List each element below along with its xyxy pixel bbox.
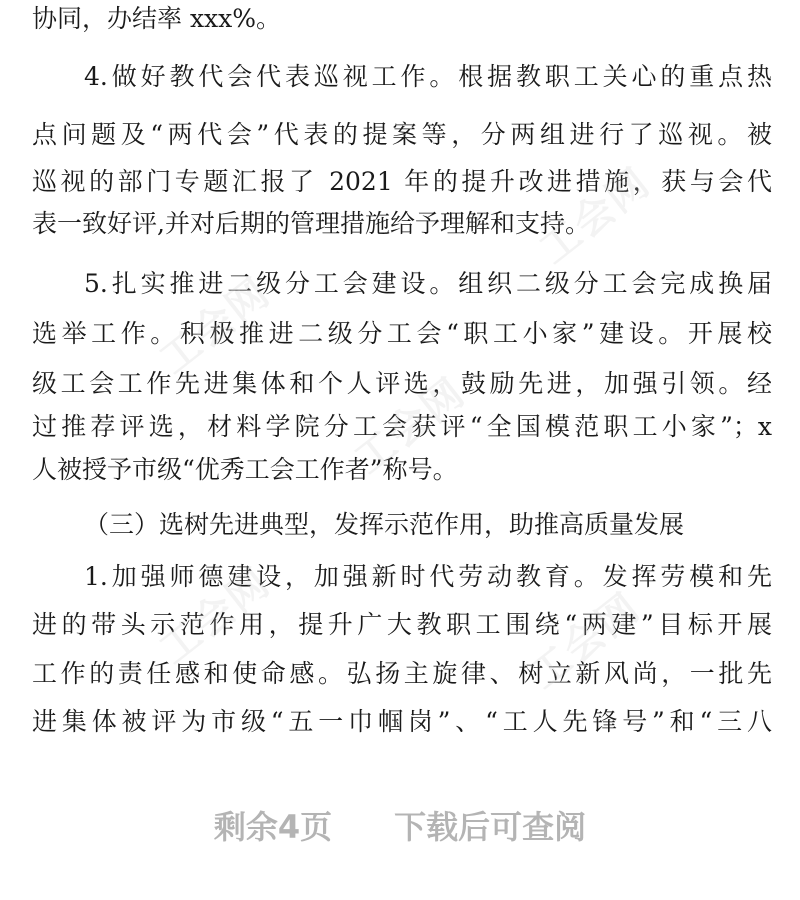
paragraph-line: 1.加强师德建设，加强新时代劳动教育。发挥劳模和先 bbox=[84, 562, 772, 591]
paragraph-line: 人被授予市级“优秀工会工作者”称号。 bbox=[32, 455, 458, 484]
download-to-view-label[interactable]: 下载后可查阅 bbox=[394, 808, 587, 846]
watermark: 工会网 bbox=[151, 559, 279, 674]
paragraph-line: 点问题及“两代会”代表的提案等，分两组进行了巡视。被 bbox=[32, 120, 772, 149]
watermark: 工会网 bbox=[521, 584, 649, 699]
paragraph-line: 选举工作。积极推进二级分工会“职工小家”建设。开展校 bbox=[32, 319, 772, 348]
watermark: 工会网 bbox=[531, 159, 659, 274]
paragraph-line: 5.扎实推进二级分工会建设。组织二级分工会完成换届 bbox=[84, 269, 772, 298]
remaining-pages-label[interactable]: 剩余4页 bbox=[213, 808, 333, 846]
paragraph-line: 巡视的部门专题汇报了 2021 年的提升改进措施，获与会代 bbox=[32, 167, 772, 196]
paragraph-line: 进集体被评为市级“五一巾帼岗”、“工人先锋号”和“三八 bbox=[32, 707, 772, 736]
paragraph-line: 工作的责任感和使命感。弘扬主旋律、树立新风尚，一批先 bbox=[32, 659, 772, 688]
paragraph-line: 表一致好评,并对后期的管理措施给予理解和支持。 bbox=[32, 209, 590, 238]
section-heading: （三）选树先进典型，发挥示范作用，助推高质量发展 bbox=[84, 510, 685, 539]
watermark: 工会网 bbox=[151, 269, 279, 384]
paragraph-line: 过推荐评选，材料学院分工会获评“全国模范职工小家”；x bbox=[32, 412, 772, 441]
paragraph-line: 级工会工作先进集体和个人评选，鼓励先进，加强引领。经 bbox=[32, 369, 772, 398]
paragraph-line: 协同，办结率 xxx%。 bbox=[32, 4, 281, 33]
paragraph-line: 4.做好教代会代表巡视工作。根据教职工关心的重点热 bbox=[84, 62, 772, 91]
paragraph-line: 进的带头示范作用，提升广大教职工围绕“两建”目标开展 bbox=[32, 610, 772, 639]
watermark: 工会网 bbox=[346, 369, 474, 484]
preview-footer bbox=[0, 795, 800, 855]
